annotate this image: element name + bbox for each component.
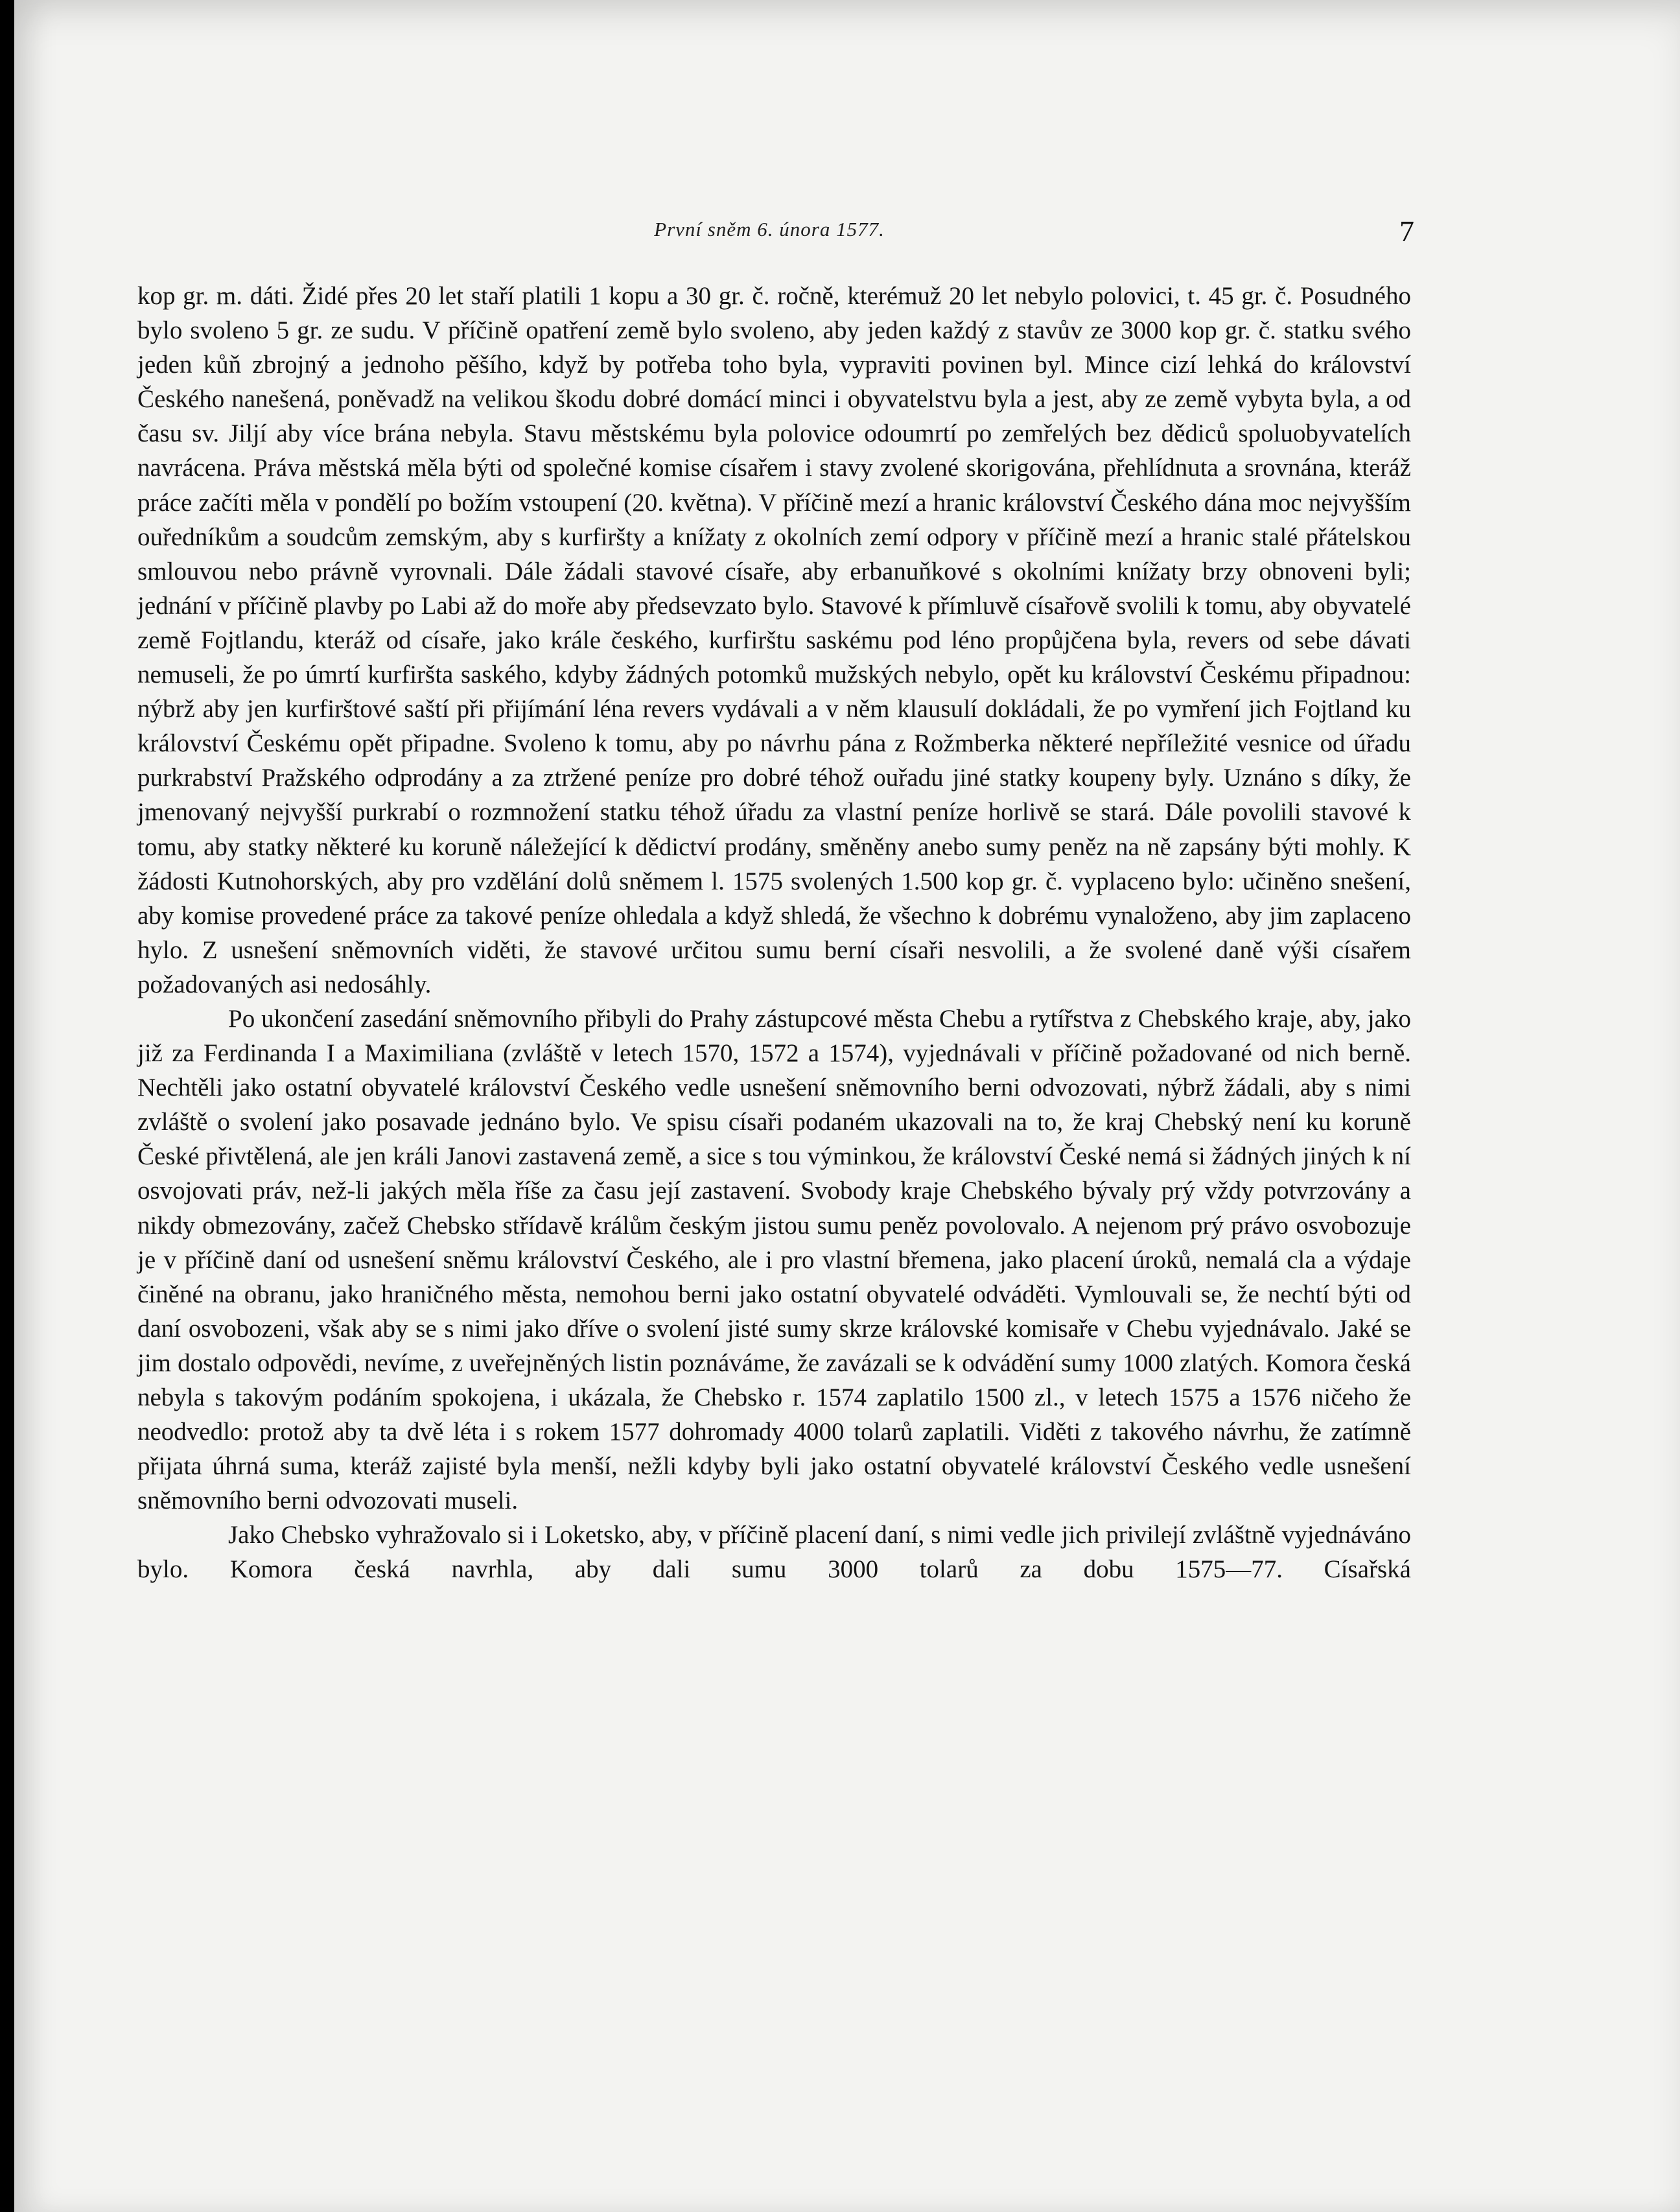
paragraph-3: Jako Chebsko vyhražovalo si i Loketsko, aby, v příčině placení daní, s nimi vedle jich privilejí zvláštně vyjednáváno bylo. Komora česká navrhla, aby dali sumu 3000 tolarů za dobu 1575—77. Císařská xyxy=(137,1521,1411,1584)
page-number: 7 xyxy=(1399,215,1414,248)
running-title: První sněm 6. února 1577. xyxy=(654,218,885,241)
page xyxy=(14,0,1680,2212)
body-text xyxy=(137,279,1411,1587)
page-header xyxy=(124,214,1414,253)
paragraph-1: kop gr. m. dáti. Židé přes 20 let staří platili 1 kopu a 30 gr. č. ročně, kterémuž 20 let nebylo polovici, t. 45 gr. č. Posudného bylo svoleno 5 gr. ze sudu. V příčině opatření země bylo svoleno, aby jeden každý z stavův ze 3000 kop gr. č. statku svého jeden kůň zbrojný a jednoho pěšího, když by potřeba toho byla, vypraviti povinen byl. Mince cizí lehká do království Českého nanešená, poněvadž na velikou škodu dobré domácí minci i obyvatelstvu byla a jest, aby ze země vybyta byla, a od času sv. Jiljí aby více brána nebyla. Stavu městskému byla polovice odoumrtí po zemřelých bez dědiců spoluobyvatelích navrácena. Práva městská měla býti od společné komise císařem i stavy zvolené skorigována, přehlídnuta a srovnána, kteráž práce začíti měla v pondělí po božím vstoupení (20. května). V příčině mezí a hranic království Českého dána moc nejvyšším ouředníkům a soudcům zemským, aby s kurfiršty a knížaty z okolních zemí odpory v příčině mezí a hranic stalé přátelskou smlouvou nebo právně vyrovnali. Dále žádali stavové císaře, aby erbanuňkové s okolními knížaty brzy obnoveni byli; jednání v příčině plavby po Labi až do moře aby předsevzato bylo. Stavové k přímluvě císařově svolili k tomu, aby obyvatelé země Fojtlandu, kteráž od císaře, jako krále českého, kurfirštu saskému pod léno propůjčena byla, revers od sebe dávati nemuseli, že po úmrtí kurfiršta saského, kdyby žádných potomků mužských nebylo, opět ku království Českému připadnou: nýbrž aby jen kurfirštové saští při přijímání léna revers vydávali a v něm klausulí dokládali, že po vymření jich Fojtland ku království Českému opět připadne. Svoleno k tomu, aby po návrhu pána z Rožmberka některé nepříležité vesnice od úřadu purkrabství Pražského odprodány a za ztržené peníze pro dobré téhož ouřadu jiné statky koupeny byly. Uznáno s díky, že jmenovaný nejvyšší purkrabí o rozmnožení statku téhož úřadu za vlastní peníze horlivě se stará. Dále povolili stavové k tomu, aby statky některé ku koruně náležející k dědictví prodány, směněny anebo sumy peněz na ně zapsány býti mohly. K žádosti Kutnohorských, aby pro vzdělání dolů sněmem l. 1575 svolených 1.500 kop gr. č. vyplaceno bylo: učiněno snešení, aby komise provedené práce za takové peníze ohledala a když shledá, že všechno k dobrému vynaloženo, aby jim zaplaceno hylo. Z usnešení sněmovních viděti, že stavové určitou sumu berní císaři nesvolili, a že svolené daně výši císařem požadovaných asi nedosáhly. xyxy=(137,282,1411,998)
paragraph-2: Po ukončení zasedání sněmovního přibyli do Prahy zástupcové města Chebu a rytířstva z Chebského kraje, aby, jako již za Ferdinanda I a Maximiliana (zvláště v letech 1570, 1572 a 1574), vyjednávali v příčině požadované od nich berně. Nechtěli jako ostatní obyvatelé království Českého vedle usnešení sněmovního berni odvozovati, nýbrž žádali, aby s nimi zvláště o svolení jako posavade jednáno bylo. Ve spisu císaři podaném ukazovali na to, že kraj Chebský není ku koruně České přivtělená, ale jen králi Janovi zastavená země, a sice s tou výminkou, že království České nemá si žádných jiných k ní osvojovati práv, než-li jakých měla říše za času její zastavení. Svobody kraje Chebského bývaly prý vždy potvrzovány a nikdy obmezovány, začež Chebsko střídavě králům českým jistou sumu peněz povolovalo. A nejenom prý právo osvobozuje je v příčině daní od usnešení sněmu království Českého, ale i pro vlastní břemena, jako placení úroků, nemalá cla a výdaje činěné na obranu, jako hraničného města, nemohou berni jako ostatní obyvatelé odváděti. Vymlouvali se, že nechtí býti od daní osvobozeni, však aby se s nimi jako dříve o svolení jisté sumy skrze královské komisaře v Chebu vyjednávalo. Jaké se jim dostalo odpovědi, nevíme, z uveřejněných listin poznáváme, že zavázali se k odvádění sumy 1000 zlatých. Komora česká nebyla s takovým podáním spokojena, i ukázala, že Chebsko r. 1574 zaplatilo 1500 zl., v letech 1575 a 1576 ničeho že neodvedlo: protož aby ta dvě léta i s rokem 1577 dohromady 4000 tolarů zaplatili. Viděti z takového návrhu, že zatímně přijata úhrná suma, kteráž zajisté byla menší, nežli kdyby byli jako ostatní obyvatelé království Českého vedle usnešení sněmovního berni odvozovati museli. xyxy=(137,1004,1411,1515)
